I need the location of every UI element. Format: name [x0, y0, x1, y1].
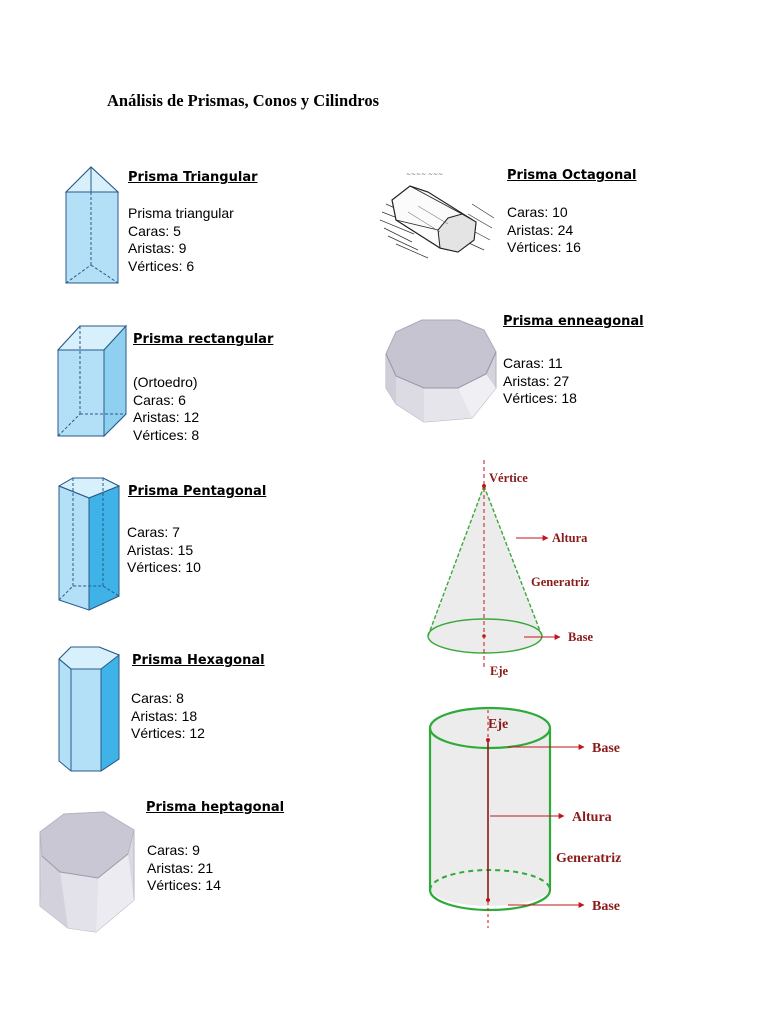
detail-line: (Ortoedro) — [133, 374, 198, 390]
detail-line: Aristas: 24 — [507, 221, 574, 238]
detail-line: Prisma triangular — [128, 205, 234, 221]
prism-pentagonal-details — [127, 524, 201, 577]
prism-pentagonal-heading: Prisma Pentagonal — [128, 484, 267, 499]
cone-base-label: Base — [568, 630, 593, 644]
detail-line: Caras: 6 — [133, 391, 186, 408]
octagonal-prism-sketch — [378, 164, 498, 268]
prism-hexagonal-heading: Prisma Hexagonal — [132, 653, 265, 668]
cylinder-axis-label: Eje — [488, 717, 509, 732]
prism-enneagonal-heading: Prisma enneagonal — [503, 314, 644, 329]
prism-rectangular-heading: Prisma rectangular — [133, 332, 274, 347]
cone-axis-label: Eje — [490, 664, 509, 678]
prism-hexagonal-details — [131, 690, 205, 743]
prism-triangular-heading: Prisma Triangular — [128, 170, 258, 185]
cone-diagram — [420, 458, 620, 684]
detail-line: Caras: 7 — [127, 524, 180, 540]
page-title: Análisis de Prismas, Conos y Cilindros — [107, 91, 379, 110]
rectangular-prism-figure — [56, 324, 128, 440]
cone-height-label: Altura — [552, 531, 588, 545]
triangular-prism-figure — [62, 165, 122, 287]
detail-line: Vértices: 16 — [507, 239, 581, 255]
cylinder-base-top-label: Base — [592, 741, 620, 756]
detail-line: Vértices: 8 — [133, 426, 200, 443]
pentagonal-prism-figure — [55, 476, 123, 614]
prism-enneagonal-details — [503, 355, 577, 408]
cone-vertex-label: Vértice — [489, 471, 528, 485]
svg-text:~~~~ ~~~: ~~~~ ~~~ — [406, 171, 444, 178]
prism-heptagonal-details — [147, 842, 221, 895]
prism-octagonal-heading: Prisma Octagonal — [507, 168, 637, 183]
detail-line: Caras: 8 — [131, 690, 184, 706]
detail-line: Caras: 11 — [503, 355, 563, 371]
detail-line: Vértices: 12 — [131, 725, 205, 741]
detail-line: Caras: 9 — [147, 842, 200, 858]
heptagonal-prism-figure — [36, 810, 138, 936]
detail-line: Aristas: 27 — [503, 372, 570, 389]
detail-line: Vértices: 14 — [147, 877, 221, 893]
detail-line: Aristas: 9 — [128, 240, 187, 256]
detail-line: Caras: 5 — [128, 222, 181, 239]
detail-line: Caras: 10 — [507, 204, 568, 220]
cylinder-base-bottom-label: Base — [592, 899, 620, 914]
enneagonal-prism-figure — [382, 318, 500, 426]
cylinder-generatrix-label: Generatriz — [556, 851, 622, 866]
cylinder-height-label: Altura — [572, 810, 612, 825]
prism-heptagonal-heading: Prisma heptagonal — [146, 800, 285, 815]
detail-line: Vértices: 6 — [128, 257, 195, 274]
detail-line: Aristas: 21 — [147, 859, 214, 876]
detail-line: Vértices: 10 — [127, 559, 201, 575]
detail-line: Aristas: 18 — [131, 707, 198, 724]
prism-octagonal-details — [507, 204, 581, 257]
cylinder-diagram — [424, 700, 634, 930]
prism-triangular-details — [128, 205, 234, 275]
prism-rectangular-details — [133, 374, 199, 444]
hexagonal-prism-figure — [55, 643, 125, 775]
detail-line: Vértices: 18 — [503, 390, 577, 406]
cone-generatrix-label: Generatriz — [531, 575, 590, 589]
detail-line: Aristas: 15 — [127, 541, 194, 558]
detail-line: Aristas: 12 — [133, 409, 200, 425]
